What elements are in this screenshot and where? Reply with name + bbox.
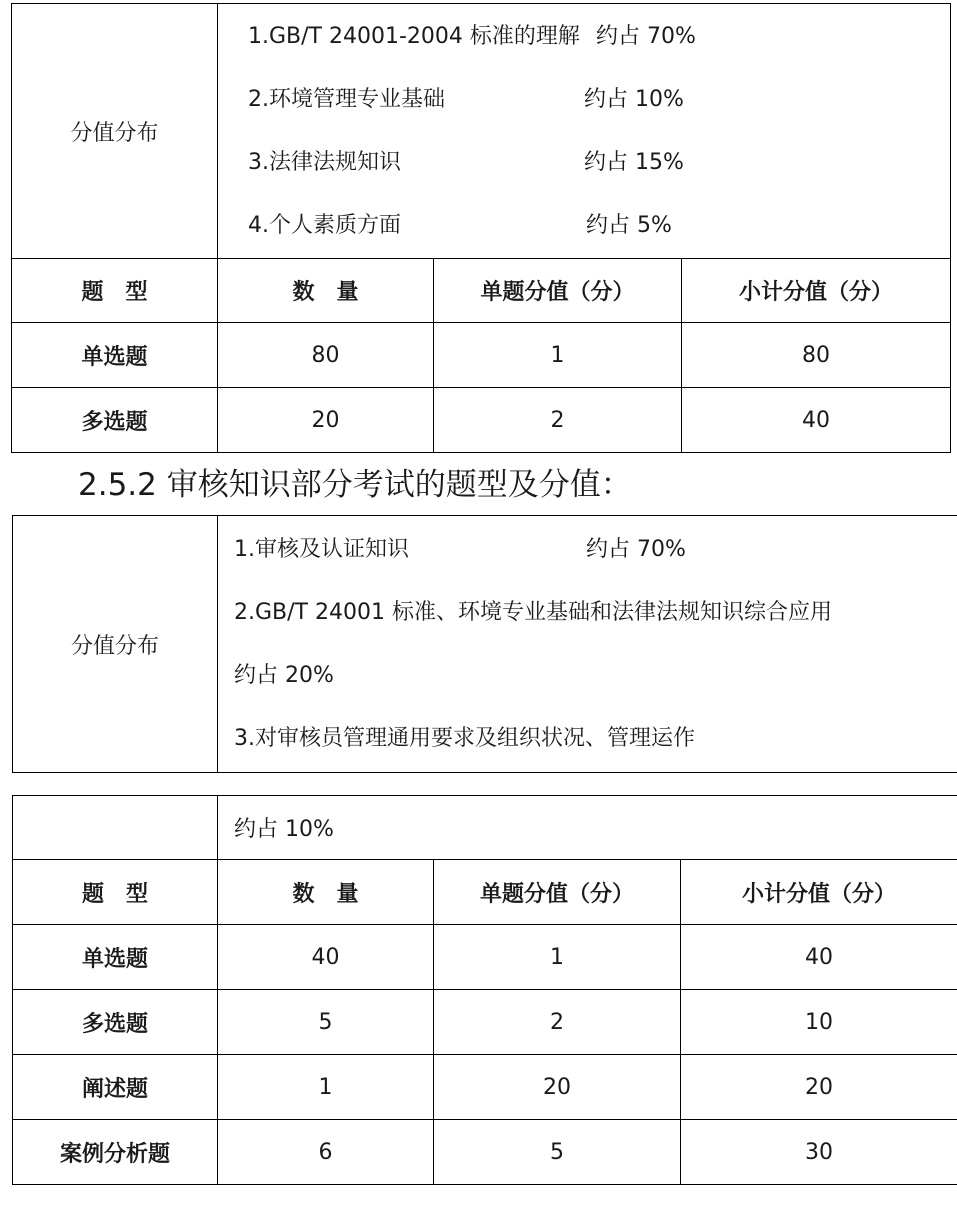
header-cell: 题 型	[13, 860, 218, 925]
distribution-item	[248, 5, 950, 68]
header-row	[13, 860, 957, 925]
distribution-item-pct: 约占 70%	[586, 537, 686, 562]
unit-score-cell: 2	[434, 388, 682, 453]
subtotal-cell: 40	[682, 388, 951, 453]
unit-score-cell: 5	[434, 1120, 681, 1185]
quantity-cell: 40	[218, 925, 434, 990]
empty-cell	[13, 796, 218, 860]
quantity-cell: 6	[218, 1120, 434, 1185]
quantity-cell: 5	[218, 990, 434, 1055]
subtotal-cell: 10	[681, 990, 957, 1055]
distribution-item-pct: 约占 20%	[234, 663, 334, 688]
distribution-item-pct: 约占 70%	[596, 24, 696, 49]
table-row	[12, 388, 951, 453]
unit-score-cell: 2	[434, 990, 681, 1055]
distribution-item-text: 3.法律法规知识	[248, 150, 401, 175]
quantity-cell: 80	[218, 323, 434, 388]
question-type-cell: 单选题	[12, 323, 218, 388]
distribution-item	[234, 707, 957, 770]
header-cell: 小计分值（分）	[682, 259, 951, 323]
distribution-item	[234, 518, 957, 581]
distribution-item-text: 2.环境管理专业基础	[248, 87, 445, 112]
section-heading: 2.5.2 审核知识部分考试的题型及分值：	[78, 467, 632, 503]
subtotal-cell: 20	[681, 1055, 957, 1120]
continued-pct: 约占 10%	[218, 796, 957, 860]
table-row	[13, 925, 957, 990]
distribution-item-text: 4.个人素质方面	[248, 213, 401, 238]
distribution-item-text: 1.GB/T 24001-2004 标准的理解	[248, 24, 580, 49]
continued-row	[13, 796, 957, 860]
distribution-list	[218, 516, 957, 773]
unit-score-cell: 1	[434, 925, 681, 990]
header-cell: 数 量	[218, 259, 434, 323]
distribution-list	[218, 4, 951, 259]
header-cell: 单题分值（分）	[434, 860, 681, 925]
distribution-label: 分值分布	[12, 4, 218, 259]
header-cell: 单题分值（分）	[434, 259, 682, 323]
distribution-item-pct: 约占 5%	[586, 213, 672, 238]
distribution-item	[234, 644, 957, 707]
distribution-item-pct: 约占 15%	[584, 150, 684, 175]
header-cell: 小计分值（分）	[681, 860, 957, 925]
subtotal-cell: 80	[682, 323, 951, 388]
question-type-cell: 阐述题	[13, 1055, 218, 1120]
table-row	[13, 990, 957, 1055]
unit-score-cell: 20	[434, 1055, 681, 1120]
subtotal-cell: 30	[681, 1120, 957, 1185]
header-cell: 数 量	[218, 860, 434, 925]
score-table-1	[11, 3, 951, 453]
distribution-item-pct: 约占 10%	[584, 87, 684, 112]
table-row	[12, 323, 951, 388]
distribution-row	[13, 516, 957, 773]
distribution-item	[248, 68, 950, 131]
distribution-item	[234, 581, 957, 644]
quantity-cell: 1	[218, 1055, 434, 1120]
distribution-item-text: 3.对审核员管理通用要求及组织状况、管理运作	[234, 726, 695, 751]
distribution-row	[12, 4, 951, 259]
table-row	[13, 1120, 957, 1185]
distribution-item	[248, 131, 950, 194]
question-type-cell: 多选题	[12, 388, 218, 453]
score-table-2	[12, 515, 957, 773]
header-cell: 题 型	[12, 259, 218, 323]
distribution-item-text: 1.审核及认证知识	[234, 537, 409, 562]
header-row	[12, 259, 951, 323]
distribution-item-text: 2.GB/T 24001 标准、环境专业基础和法律法规知识综合应用	[234, 600, 832, 625]
distribution-label: 分值分布	[13, 516, 218, 773]
quantity-cell: 20	[218, 388, 434, 453]
score-table-3	[12, 795, 957, 1185]
subtotal-cell: 40	[681, 925, 957, 990]
question-type-cell: 多选题	[13, 990, 218, 1055]
question-type-cell: 案例分析题	[13, 1120, 218, 1185]
table-row	[13, 1055, 957, 1120]
unit-score-cell: 1	[434, 323, 682, 388]
distribution-item	[248, 194, 950, 257]
question-type-cell: 单选题	[13, 925, 218, 990]
